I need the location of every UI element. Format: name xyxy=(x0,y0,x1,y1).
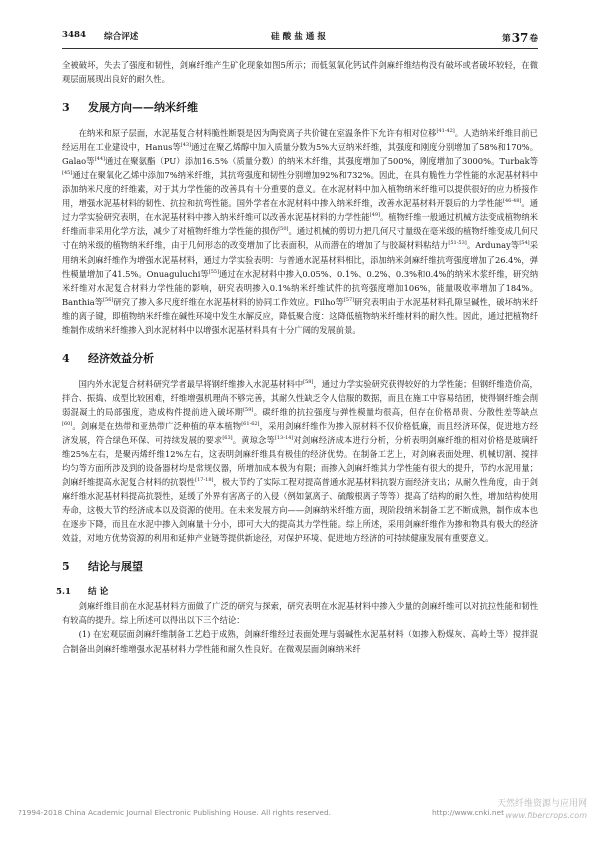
section-3-title: 发展方向——纳米纤维 xyxy=(88,101,198,115)
citation-marker: [56] xyxy=(103,296,114,303)
section-5-title: 结论与展望 xyxy=(88,560,143,574)
citation-marker: [50] xyxy=(278,226,289,233)
citation-marker: [63] xyxy=(222,435,233,442)
citation-marker: [41-42] xyxy=(436,128,455,135)
volume-prefix: 第 xyxy=(502,34,511,44)
citation-marker: [55] xyxy=(208,268,220,275)
section-5-number: 5 xyxy=(62,560,70,574)
citation-marker: [46-48] xyxy=(503,198,522,205)
subsection-5-1-number: 5.1 xyxy=(56,587,71,598)
subsection-5-1-heading xyxy=(56,585,538,598)
section-3-heading xyxy=(62,99,538,115)
conclusion-item-1: (1) 在宏观层面剑麻纤维制备工艺趋于成熟，剑麻纤维经过表面处理与弱碱性水泥基材料（如掺入粉煤灰、高岭土等）搅拌混合制备出剑麻纤维增强水泥基材料力学性能和耐久性良好。在微观层面剑麻纳米纤 xyxy=(62,629,538,654)
citation-marker: [54] xyxy=(519,240,530,247)
citation-marker: [43] xyxy=(180,142,192,149)
citation-marker: [17-18] xyxy=(195,477,214,484)
subsection-5-1-title: 结 论 xyxy=(88,587,109,598)
citation-marker: [57] xyxy=(343,296,355,303)
copyright-notice: ?1994-2018 China Academic Journal Electronic Publishing House. All rights reserved. xyxy=(18,808,332,817)
page-number: 3484 xyxy=(62,30,86,40)
section-5-heading xyxy=(62,558,538,574)
article-body xyxy=(56,58,539,656)
section-4-title: 经济效益分析 xyxy=(88,351,154,365)
citation-marker: [13-14] xyxy=(274,435,294,442)
section-4-paragraph: 国内外水泥复合材料研究学者最早将钢纤维掺入水泥基材料中[58]，通过力学实验研究获得较好的力学性能；但钢纤维造价高，拌合、振捣、成型比较困难，纤维增强机理尚不够完善，其耐久性缺乏令人信服的数据，而且在施工中容易结团，使得钢纤维会削弱混凝土的局部强度，造成构件提前进入破坏期[59]。碳纤维的抗拉强度与弹性模量均很高，但存在价格昂贵、分散性差等缺点[60]。剑麻是在热带和亚热带广泛种植的草本植物[61-62]，采用剑麻纤维作为掺入原材料不仅价格低廉，而且经济环保，促进地方经济发展，符合绿色环保、可持续发展的要求[63]。黄琼念等[13-14]对剑麻经济成本进行分析，分析表明剑麻纤维的相对价格是玻璃纤维25%左右，是聚丙烯纤维12%左右，这表明剑麻纤维具有极佳的经济优势。在制备工艺上，对剑麻表面处理、机械切割、搅拌均匀等方面所涉及到的设备器材均是常规仪器，所增加成本极为有限；而掺入剑麻纤维其力学性能有很大的提升，节约水泥用量；剑麻纤维提高水泥复合材料的抗裂性[17-18]，极大节约了实际工程对提高普通水泥基材料抗裂方面经济支出；从耐久性角度，由于剑麻纤维水泥基材料提高抗裂性，延缓了外界有害离子的入侵（例如氯离子、硫酸根离子等等）提高了结构的耐久性，增加结构使用寿命，这极大节约经济成本以及资源的使用。在未来发展方向——剑麻纳米纤维方面，现阶段纳米制备工艺不断成熟，制作成本也在逐步下降，而且在水泥中掺入剑麻量十分小，即可大大的提高其力学性能。综上所述，采用剑麻纤维作为掺和物具有极大的经济效益，对地方优势资源的利用和延伸产业链等提供新途径，对保护环境、促进地方经济的可持续健康发展有重要意义。 xyxy=(62,378,538,544)
header-rule xyxy=(62,48,538,49)
volume-label xyxy=(502,30,538,44)
citation-marker: [51-53] xyxy=(448,240,467,247)
citation-marker: [45] xyxy=(62,170,73,177)
running-header xyxy=(62,30,538,46)
citation-marker: [60] xyxy=(62,421,73,428)
section-3-number: 3 xyxy=(62,101,70,115)
citation-marker: [58] xyxy=(303,379,314,386)
journal-title: 硅酸盐通报 xyxy=(271,32,329,42)
section-4-heading xyxy=(62,350,538,366)
section-4-number: 4 xyxy=(62,351,70,365)
volume-number: 37 xyxy=(511,31,529,45)
intro-paragraph: 全被破坏，失去了强度和韧性，剑麻纤维产生矿化现象如图5所示；而低氢氧化钙试件剑麻纤维结构没有破坏或者破坏较轻，在微观层面展现出良好的耐久性。 xyxy=(62,60,538,85)
footer-link[interactable]: http://www.cnki.net xyxy=(432,808,505,817)
watermark xyxy=(497,798,587,821)
watermark-url: www.fibercrops.com xyxy=(505,811,587,820)
citation-marker: [61-62] xyxy=(241,421,260,428)
citation-marker: [59] xyxy=(243,407,254,414)
volume-suffix: 卷 xyxy=(529,34,538,44)
section-3-paragraph: 在纳米和原子层面，水泥基复合材料脆性断裂是因为陶瓷离子共价键在室温条件下允许有相对位移[41-42]。人造纳米纤维目前已经运用在工业建设中，Hanus等[43]通过在聚乙烯醇中加入质量分数为5%大豆纳米纤维，其强度和刚度分别增加了58%和170%。Galao等[44]通过在聚氨酯（PU）添加16.5%（质量分数）的纳米木纤维，其强度增加了500%，刚度增加了3000%。Turbak等[45]通过在聚氧化乙烯中添加7%纳米纤维，其抗弯强度和韧性分别增加92%和732%。因此，在具有脆性力学性能的水泥基材料中添加纳米尺度的纤维素，对于其力学性能的改善具有十分重要的意义。在水泥材料中加入植物纳米纤维可以提供很好的应力桥接作用，增强水泥基材料的韧性、抗拉和抗弯性能。国外学者在水泥材料中掺入纳米纤维，改善水泥基材料开裂后的力学性能[46-48]。通过力学实验研究表明，在水泥基材料中掺入纳米纤维可以改善水泥基材料的力学性能[49]。植物纤维一般通过机械方法变成植物纳米纤维而非采用化学方法，减少了对植物纤维力学性能的损伤[50]。通过机械的剪切力把几何尺寸量级在毫米级的植物纤维变成几何尺寸在纳米级的植物纳米纤维，由于几何形态的改变增加了比表面积，从而潜在的增加了与胶凝材料粘结力[51-53]。Ardunay等[54]采用纳米剑麻纤维作为增强水泥基材料，通过力学实验表明：与普通水泥基材料相比，添加纳米剑麻纤维抗弯强度增加了26.4%，弹性模量增加了41.5%。Onuaguluchi等[55]通过在水泥材料中掺入0.05%、0.1%、0.2%、0.3%和0.4%的纳米木浆纤维，研究纳米纤维对水泥复合材料力学性能的影响，研究表明掺入0.1%纳米纤维试件的抗弯强度增加106%，能量吸收率增加了184%。Banthia等[56]研究了掺入多尺度纤维在水泥基材料的协同工作效应。Filho等[57]研究表明由于水泥基材料孔隙呈碱性，破坏纳米纤维的离子键，即植物纳米纤维在碱性环境中发生水解反应，降低聚合度：这降低植物纳米纤维材料的耐久性。因此，通过把植物纤维制作成纳米纤维掺入到水泥材料中以增强水泥基材料具有十分广阔的发展前景。 xyxy=(62,128,539,335)
watermark-title: 天然纤维资源与应用网 xyxy=(496,799,587,809)
section-5-paragraph: 剑麻纤维目前在水泥基材料方面做了广泛的研究与探索，研究表明在水泥基材料中掺入少量的剑麻纤维可以对抗拉性能和韧性有较高的提升。综上所述可以得出以下三个结论： xyxy=(62,601,538,626)
section-label: 综合评述 xyxy=(104,32,139,42)
citation-marker: [49] xyxy=(369,212,380,219)
citation-marker: [44] xyxy=(94,156,105,163)
